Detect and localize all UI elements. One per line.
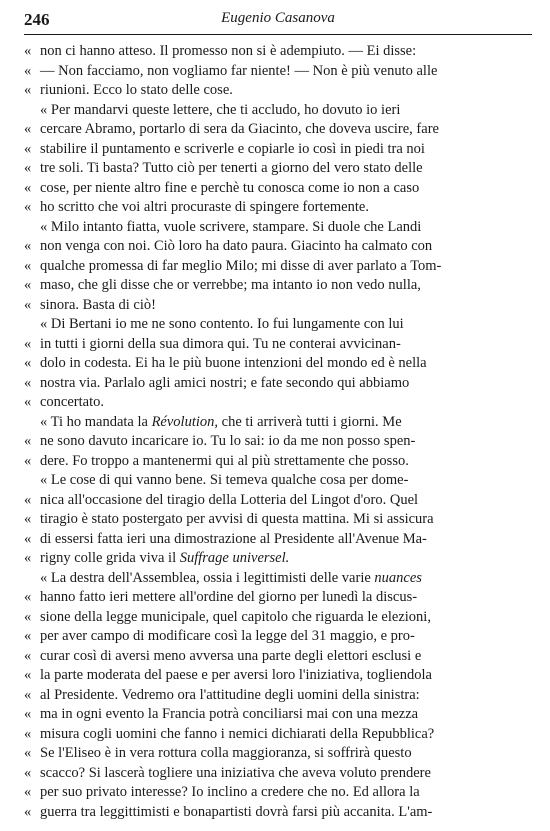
- text-line: [24, 374, 530, 394]
- quote-mark: «: [24, 706, 32, 722]
- line-text: « La destra dell'Assemblea, ossia i legittimisti delle varie: [40, 569, 375, 586]
- line-text: rigny colle grida viva il: [40, 550, 180, 566]
- line-text: per suo privato interesse? Io inclino a credere che no. Ed allora la: [40, 784, 420, 800]
- line-text: « Milo intanto fiatta, vuole scrivere, stampare. Si duole che Landi: [40, 218, 422, 235]
- quote-mark: «: [24, 667, 32, 683]
- text-line: [24, 452, 530, 472]
- text-line: [24, 120, 530, 140]
- line-text: ho scritto che voi altri procuraste di spingere fortemente.: [40, 199, 369, 215]
- quote-mark: «: [24, 550, 32, 566]
- line-text: per aver campo di modificare così la legge del 31 maggio, e pro-: [40, 628, 415, 644]
- running-head: Eugenio Casanova: [221, 10, 335, 26]
- line-text: « Le cose di qui vanno bene. Si temeva qualche cosa per dome-: [40, 472, 409, 488]
- text-line: [24, 335, 530, 355]
- line-text: Se l'Eliseo è in vera rottura colla maggioranza, si soffrirà questo: [40, 745, 412, 761]
- text-line: [24, 218, 530, 238]
- quote-mark: «: [24, 277, 32, 293]
- text-line: [24, 413, 530, 433]
- line-text: dere. Fo troppo a mantenermi qui al più strettamente che posso.: [40, 452, 409, 469]
- text-line: [24, 432, 530, 452]
- line-text: sinora. Basta di ciò!: [40, 296, 156, 313]
- quote-mark: «: [24, 62, 32, 79]
- quote-mark: «: [24, 160, 32, 176]
- text-line: [24, 666, 530, 686]
- text-line: [24, 159, 530, 179]
- quote-mark: «: [24, 394, 32, 410]
- text-line: [24, 471, 530, 491]
- quote-mark: «: [24, 745, 32, 761]
- text-line: [24, 569, 530, 589]
- line-text: — Non facciamo, non vogliamo far niente! — Non è più venuto alle: [40, 62, 438, 79]
- line-text: riunioni. Ecco lo stato delle cose.: [40, 82, 233, 98]
- line-text: qualche promessa di far meglio Milo; mi disse di aver parlato a Tom-: [40, 257, 442, 274]
- quote-mark: «: [24, 121, 32, 137]
- text-line: [24, 62, 530, 82]
- quote-mark: «: [24, 608, 32, 625]
- text-line: [24, 705, 530, 725]
- text-line: [24, 315, 530, 335]
- italic-text: Révolution,: [151, 413, 219, 430]
- quote-mark: «: [24, 199, 32, 215]
- text-line: [24, 257, 530, 277]
- italic-text: Suffrage universel.: [179, 550, 290, 566]
- text-line: [24, 393, 530, 413]
- quote-mark: «: [24, 43, 32, 59]
- quote-mark: «: [24, 452, 32, 469]
- line-text: al Presidente. Vedremo ora l'attitudine degli uomini della sinistra:: [40, 686, 420, 703]
- italic-text: nuances: [374, 569, 422, 586]
- line-text: cose, per niente altro fine e perchè tu conosca come io non a caso: [40, 179, 420, 196]
- line-text: la parte moderata del paese e per aversi loro l'iniziativa, togliendola: [40, 667, 432, 683]
- text-line: [24, 81, 530, 101]
- line-text: curar così di aversi meno avversa una parte degli elettori esclusi e: [40, 647, 422, 664]
- line-text: maso, che gli disse che or verrebbe; ma intanto io non vedo nulla,: [40, 277, 421, 293]
- line-text: sione della legge municipale, quel capitolo che riguarda le elezioni,: [40, 608, 431, 625]
- text-line: [24, 588, 530, 608]
- quote-mark: «: [24, 238, 32, 254]
- text-line: [24, 42, 530, 62]
- text-line: [24, 764, 530, 784]
- text-line: [24, 530, 530, 550]
- text-line: [24, 803, 530, 823]
- quote-mark: «: [24, 179, 32, 196]
- text-line: [24, 783, 530, 803]
- line-text: hanno fatto ieri mettere all'ordine del giorno per lunedì la discus-: [40, 589, 418, 605]
- page-number: 246: [24, 10, 50, 29]
- text-line: [24, 101, 530, 121]
- text-line: [24, 179, 530, 199]
- quote-mark: «: [24, 647, 32, 664]
- line-text: non ci hanno atteso. Il promesso non si è adempiuto. — Ei disse:: [40, 43, 417, 59]
- text-line: [24, 140, 530, 160]
- text-line: [24, 647, 530, 667]
- line-text: che ti arriverà tutti i giorni. Me: [218, 413, 402, 430]
- text-line: [24, 686, 530, 706]
- text-line: [24, 549, 530, 569]
- quote-mark: «: [24, 686, 32, 703]
- text-line: [24, 354, 530, 374]
- quote-mark: «: [24, 335, 32, 352]
- line-text: ma in ogni evento la Francia potrà conciliarsi mai con una mezza: [40, 706, 419, 722]
- text-line: [24, 725, 530, 745]
- text-line: [24, 744, 530, 764]
- quote-mark: «: [24, 374, 32, 391]
- quote-mark: «: [24, 628, 32, 644]
- line-text: cercare Abramo, portarlo di sera da Giacinto, che doveva uscire, fare: [40, 121, 439, 137]
- line-text: non venga con noi. Ciò loro ha dato paura. Giacinto ha calmato con: [40, 238, 433, 254]
- quote-mark: «: [24, 257, 32, 274]
- line-text: concertato.: [40, 394, 105, 410]
- quote-mark: «: [24, 511, 32, 527]
- line-text: tre soli. Ti basta? Tutto ciò per tenerti a giorno del vero stato delle: [40, 160, 423, 176]
- quote-mark: «: [24, 803, 32, 820]
- text-line: [24, 627, 530, 647]
- quote-mark: «: [24, 530, 32, 547]
- line-text: ne sono davuto incaricare io. Tu lo sai: io da me non posso spen-: [40, 433, 416, 449]
- line-text: scacco? Si lascerà togliere una iniziativa che aveva voluto prendere: [40, 764, 431, 781]
- quote-mark: «: [24, 140, 32, 157]
- line-text: « Di Bertani io me ne sono contento. Io fui lungamente con lui: [40, 316, 404, 332]
- line-text: in tutti i giorni della sua dimora qui. Tu ne conterai avvicinan-: [40, 335, 401, 352]
- quote-mark: «: [24, 784, 32, 800]
- quote-mark: «: [24, 82, 32, 98]
- line-text: guerra tra leggittimisti e bonapartisti dovrà farsi più accanita. L'am-: [40, 803, 433, 820]
- page-header: [24, 8, 532, 35]
- text-line: [24, 296, 530, 316]
- quote-mark: «: [24, 589, 32, 605]
- line-text: misura cogli uomini che fanno i nemici dichiarati della Repubblica?: [40, 725, 435, 742]
- quote-mark: «: [24, 296, 32, 313]
- text-line: [24, 608, 530, 628]
- line-text: nostra via. Parlalo agli amici nostri; e fate secondo qui abbiamo: [40, 374, 410, 391]
- line-text: stabilire il puntamento e scriverle e copiarle io così in piedi tra noi: [40, 140, 425, 157]
- quote-mark: «: [24, 725, 32, 742]
- text-line: [24, 491, 530, 511]
- line-text: dolo in codesta. Ei ha le più buone intenzioni del mondo ed è nella: [40, 355, 427, 371]
- quote-mark: «: [24, 764, 32, 781]
- line-text: di essersi fatta ieri una dimostrazione al Presidente all'Avenue Ma-: [40, 530, 427, 547]
- line-text: tiragio è stato postergato per avvisi di questa mattina. Mi si assicura: [40, 511, 434, 527]
- text-line: [24, 510, 530, 530]
- quote-mark: «: [24, 491, 32, 508]
- line-text: nica all'occasione del tiragio della Lotteria del Lingot d'oro. Quel: [40, 491, 419, 508]
- quote-mark: «: [24, 355, 32, 371]
- text-line: [24, 237, 530, 257]
- text-line: [24, 276, 530, 296]
- line-text: « Per mandarvi queste lettere, che ti accludo, ho dovuto io ieri: [40, 101, 401, 118]
- text-line: [24, 198, 530, 218]
- quote-mark: «: [24, 433, 32, 449]
- page-body: [24, 42, 530, 822]
- line-text: « Ti ho mandata la: [40, 413, 152, 430]
